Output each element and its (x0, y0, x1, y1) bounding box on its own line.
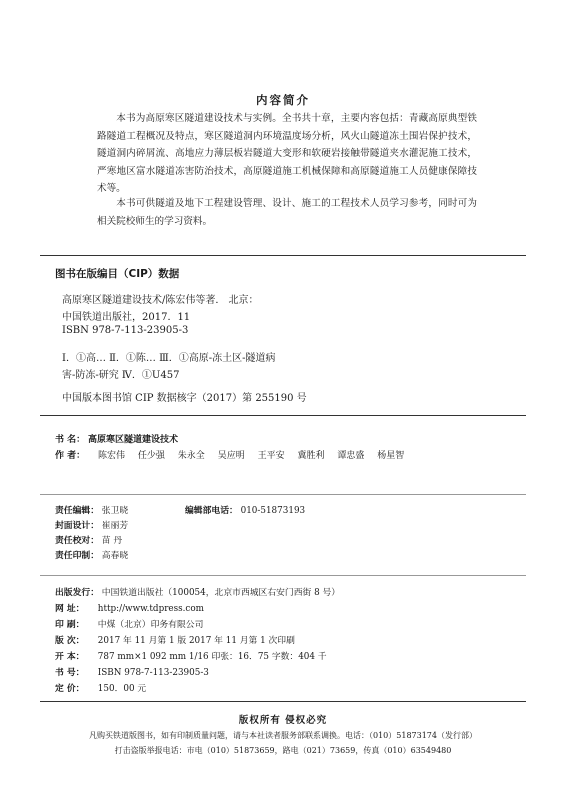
format-row (55, 649, 327, 662)
pub-value: 中国铁道出版社（100054，北京市西城区右安门西街 8 号） (101, 588, 341, 598)
pub-value: 787 mm×1 092 mm 1/16 印张：16．75 字数：404 千 (97, 652, 327, 662)
summary-paragraph-2: 本书可供隧道及地下工程建设管理、设计、施工的工程技术人员学习参考，同时可为相关院校师生的学习资料。 (97, 198, 477, 227)
print-row (55, 548, 128, 561)
footer-line: 凡购买铁道版图书，如有印制质量问题，请与本社读者服务部联系调换。电话：（010）51873174（发行部） (89, 731, 477, 740)
pub-label: 定 价： (55, 684, 85, 694)
phone-row (185, 503, 305, 516)
cover-designer: 崔丽芳 (101, 521, 129, 531)
phone-number: 010-51873193 (240, 506, 306, 516)
author: 吴应明 (217, 451, 245, 461)
print-label: 责任印制： (55, 551, 99, 561)
book-title-row (55, 432, 178, 445)
copyright-title: 版权所有 侵权必究 (238, 715, 328, 726)
publisher-row (55, 585, 340, 598)
summary-title: 内容简介 (256, 93, 310, 107)
cip-line: 高原寒区隧道建设技术/陈宏伟等著． 北京： (62, 295, 259, 306)
book-title: 高原寒区隧道建设技术 (88, 435, 179, 445)
author: 王平安 (257, 451, 285, 461)
cip-line: 中国铁道出版社，2017．11 (62, 312, 191, 323)
author: 杨星智 (377, 451, 405, 461)
divider (40, 494, 526, 495)
pub-value: 150．00 元 (97, 684, 147, 694)
edition-row (55, 633, 295, 646)
pub-label: 书 号： (55, 668, 85, 678)
pub-label: 出版发行： (55, 588, 99, 598)
isbn-row (55, 665, 209, 678)
pub-label: 版 次： (55, 636, 85, 646)
pub-label: 网 址： (55, 604, 85, 614)
cover-label: 封面设计： (55, 521, 99, 531)
cover-row (55, 518, 128, 531)
book-title-label: 书 名： (55, 435, 86, 445)
author: 朱永全 (177, 451, 205, 461)
divider (40, 255, 526, 256)
author: 陈宏伟 (98, 451, 126, 461)
pub-label: 印 刷： (55, 620, 85, 630)
proofreader: 苗 丹 (101, 536, 123, 546)
price-row (55, 681, 146, 694)
divider (40, 701, 526, 702)
cip-line: ISBN 978-7-113-23905-3 (62, 325, 189, 336)
phone-label: 编辑部电话： (185, 506, 238, 516)
pub-value: ISBN 978-7-113-23905-3 (97, 668, 209, 678)
editor-row (55, 503, 128, 516)
editor-name: 张卫晓 (101, 506, 129, 516)
author: 谭忠盛 (337, 451, 365, 461)
cip-line: 中国版本图书馆 CIP 数据核字（2017）第 255190 号 (62, 393, 307, 404)
print-manager: 高春晓 (101, 551, 129, 561)
cip-line: 害-防冻-研究 Ⅳ．①U457 (62, 370, 180, 381)
divider (40, 575, 526, 576)
author: 任少强 (137, 451, 165, 461)
website-row (55, 601, 204, 614)
cip-line: Ⅰ．①高… Ⅱ．①陈… Ⅲ．①高原-冻土区-隧道病 (62, 353, 276, 364)
summary-paragraph-1: 本书为高原寒区隧道建设技术与实例。全书共十章，主要内容包括：青藏高原典型铁路隧道工程概况及特点，寒区隧道洞内环境温度场分析，风火山隧道冻土围岩保护技术，隧道洞内碎屑流、高地应力薄层板岩隧道大变形和软硬岩接触带隧道夹水灌泥施工技术，严寒地区富水隧道冻害防治技术，高原隧道施工机械保障和高原隧道施工人员健康保障技术等。 (97, 113, 477, 194)
editor-label: 责任编辑： (55, 506, 99, 516)
author-label: 作 者： (55, 451, 86, 461)
divider (40, 415, 526, 416)
proof-label: 责任校对： (55, 536, 99, 546)
website-link: http://www.tdpress.com (97, 604, 204, 614)
proof-row (55, 533, 122, 546)
author-row (55, 448, 414, 461)
author: 冀胜利 (297, 451, 325, 461)
pub-label: 开 本： (55, 652, 85, 662)
cip-heading: 图书在版编目（CIP）数据 (55, 268, 180, 280)
pub-value: 中煤（北京）印务有限公司 (97, 620, 204, 630)
pub-value: 2017 年 11 月第 1 版 2017 年 11 月第 1 次印刷 (97, 636, 295, 646)
footer-line: 打击盗版举报电话：市电（010）51873659，路电（021）73659，传真（010）63549480 (114, 746, 452, 755)
printer-row (55, 617, 203, 630)
